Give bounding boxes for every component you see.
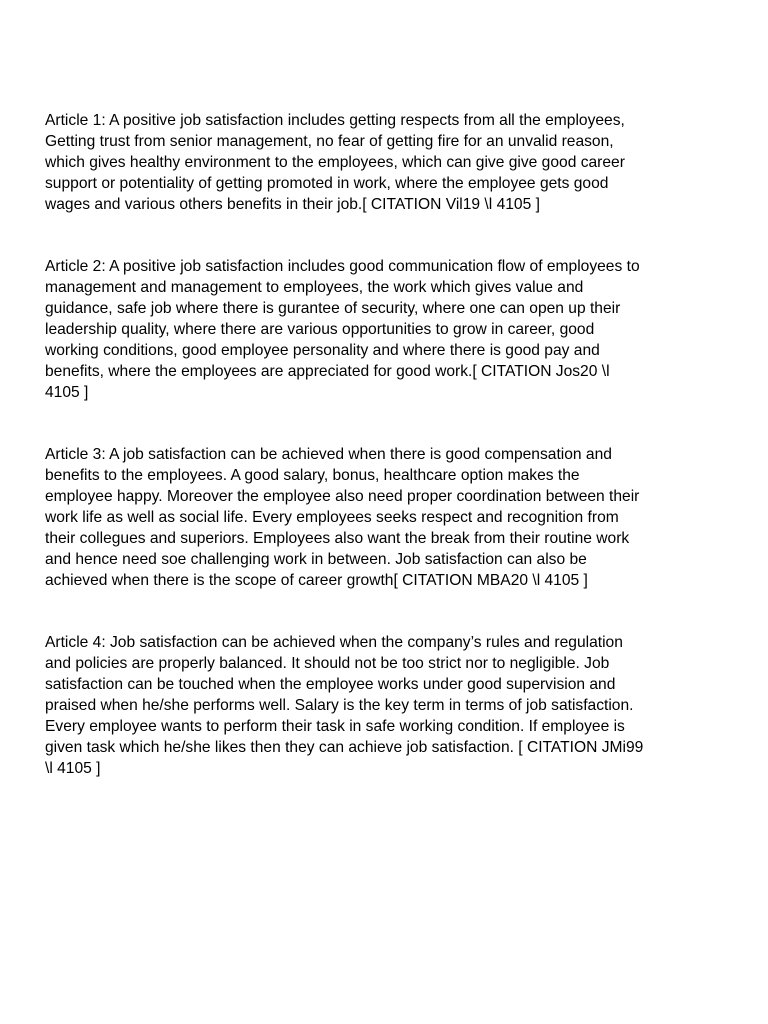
article-3-paragraph: Article 3: A job satisfaction can be achieved when there is good compensation and benefits to the employees. A good salary, bonus, healthcare option makes the employee happy. Moreover the employee also need proper coordination between their work life as well as social life. Every employees seeks respect and recognition from their collegues and superiors. Employees also want the break from their routine work and hence need soe challenging work in between. Job satisfaction can also be achieved when there is the scope of career growth[ CITATION MBA20 \l 4105 ] xyxy=(45,446,640,589)
article-1-paragraph: Article 1: A positive job satisfaction includes getting respects from all the employees, Getting trust from senior management, no fear of getting fire for an unvalid reason, which gives healthy environment to the employees, which can give give good career support or potentiality of getting promoted in work, where the employee gets good wages and various others benefits in their job.[ CITATION Vil19 \l 4105 ] xyxy=(45,112,625,213)
article-2-paragraph: Article 2: A positive job satisfaction includes good communication flow of employees to management and management to employees, the work which gives value and guidance, safe job where there is gurantee of security, where one can open up their leadership quality, where there are various opportunities to grow in career, good working conditions, good employee personality and where there is good pay and benefits, where the employees are appreciated for good work.[ CITATION Jos20 \l 4105 ] xyxy=(45,258,640,401)
article-4-paragraph: Article 4: Job satisfaction can be achieved when the company’s rules and regulation and policies are properly balanced. It should not be too strict nor to negligible. Job satisfaction can be touched when the employee works under good supervision and praised when he/she performs well. Salary is the key term in terms of job satisfaction. Every employee wants to perform their task in safe working condition. If employee is given task which he/she likes then they can achieve job satisfaction. [ CITATION JMi99 \l 4105 ] xyxy=(45,634,644,777)
